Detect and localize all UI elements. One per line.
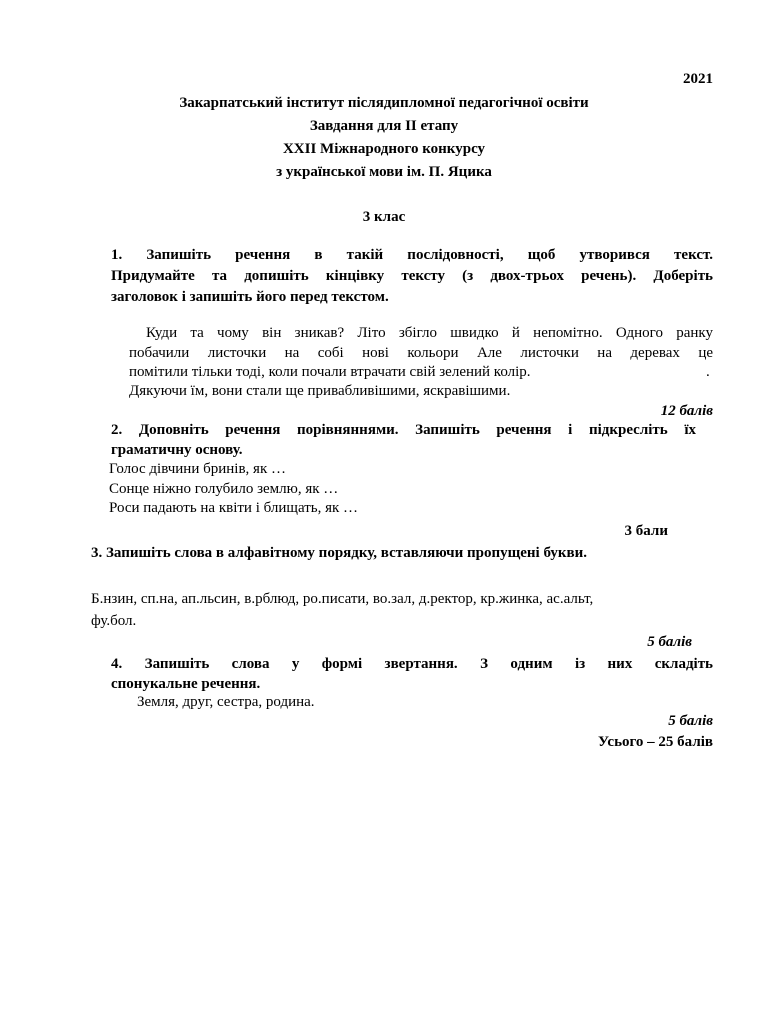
task3-words-line2: фу.бол.	[91, 613, 137, 629]
task1-text-line3-dot: .	[706, 364, 710, 380]
task1-text-line2: побачили листочки на собі нові кольори Але листочки на деревах це	[129, 345, 713, 361]
task4-instruction-line1: 4. Запишіть слова у формі звертання. З одним із них складіть	[111, 656, 713, 672]
task1-instruction-line3: заголовок і запишіть його перед текстом.	[111, 289, 389, 305]
task1-text-line1: Куди та чому він зникав? Літо збігло швидко й непомітно. Одного ранку	[146, 325, 713, 341]
task2-instruction-line2: граматичну основу.	[111, 442, 243, 458]
task1-instruction-line1: 1. Запишіть речення в такій послідовності, щоб утворився текст.	[111, 247, 713, 263]
stage-title: Завдання для ІІ етапу	[309, 118, 459, 134]
institute-title: Закарпатський інститут післядипломної педагогічної освіти	[179, 95, 589, 111]
task2-points: 3 бали	[624, 523, 668, 539]
task1-points: 12 балів	[660, 403, 713, 419]
contest-title: ХХІІ Міжнародного конкурсу	[282, 141, 486, 157]
task2-sentence-3: Роси падають на квіти і блищать, як …	[109, 500, 359, 516]
grade-title: 3 клас	[362, 209, 406, 225]
task3-words-line1: Б.нзин, сп.на, ап.льсин, в.рблюд, ро.писати, во.зал, д.ректор, кр.жинка, ас.альт,	[91, 591, 594, 607]
task2-sentence-2: Сонце ніжно голубило землю, як …	[109, 481, 339, 497]
task3-points: 5 балів	[647, 634, 692, 650]
task4-points: 5 балів	[668, 713, 713, 729]
task4-instruction-line2: спонукальне речення.	[111, 676, 261, 692]
total-points: Усього – 25 балів	[598, 734, 713, 750]
task3-instruction: 3. Запишіть слова в алфавітному порядку, вставляючи пропущені букви.	[91, 545, 588, 561]
year: 2021	[683, 71, 713, 87]
subject-title: з української мови ім. П. Яцика	[276, 164, 492, 180]
task2-instruction-line1: 2. Доповніть речення порівняннями. Запишіть речення і підкресліть їх	[111, 422, 696, 438]
task1-text-line3: помітили тільки тоді, коли почали втрачати свій зелений колір.	[129, 364, 531, 380]
task1-instruction-line2: Придумайте та допишіть кінцівку тексту (з двох-трьох речень). Доберіть	[111, 268, 713, 284]
task1-text-line4: Дякуючи їм, вони стали ще привабливішими, яскравішими.	[129, 383, 511, 399]
task2-sentence-1: Голос дівчини бринів, як …	[109, 461, 286, 477]
task4-words: Земля, друг, сестра, родина.	[137, 694, 315, 710]
